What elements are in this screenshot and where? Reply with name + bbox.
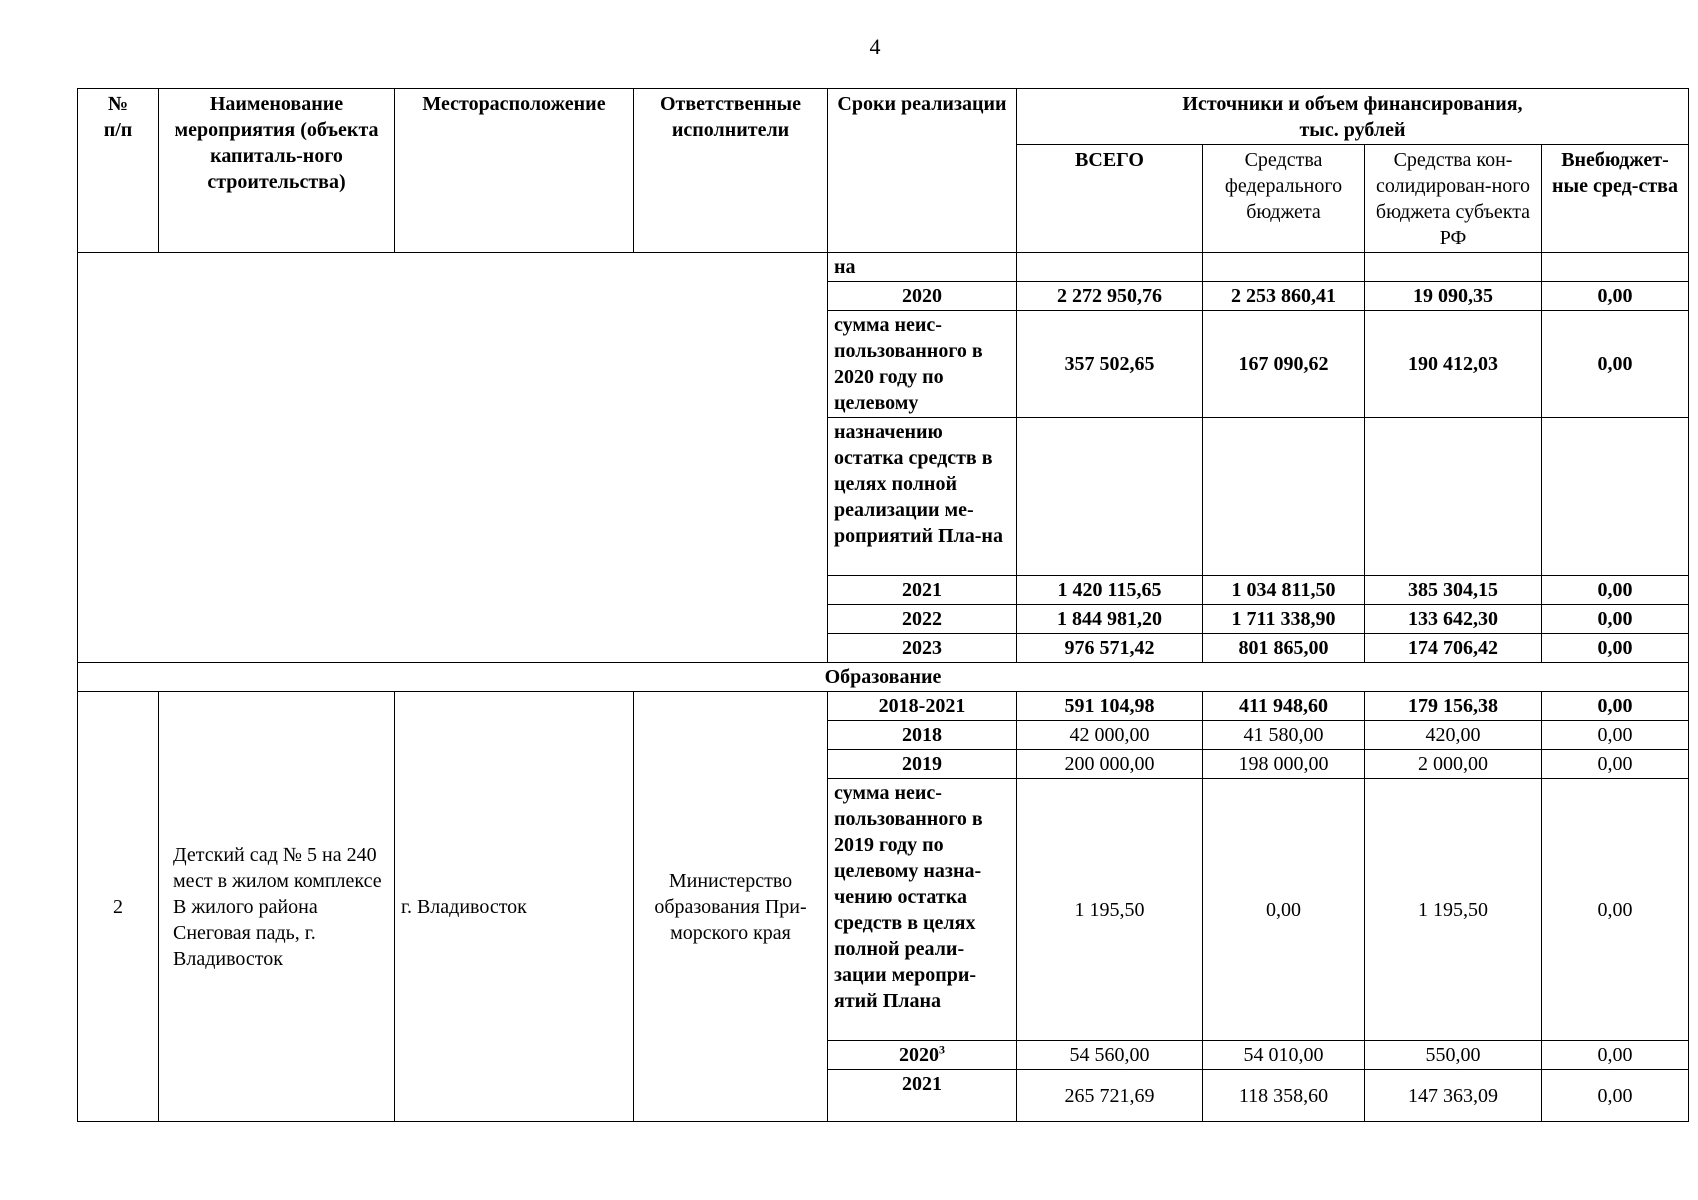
total-cell: 1 420 115,65 — [1017, 576, 1203, 605]
consolidated-cell: 174 706,42 — [1365, 634, 1542, 663]
consolidated-cell: 420,00 — [1365, 721, 1542, 750]
term-cell: 2018 — [828, 721, 1017, 750]
consolidated-cell — [1365, 418, 1542, 576]
total-cell: 265 721,69 — [1017, 1070, 1203, 1122]
federal-cell: 167 090,62 — [1203, 311, 1365, 418]
extra-cell: 0,00 — [1542, 750, 1689, 779]
federal-cell — [1203, 253, 1365, 282]
total-cell: 54 560,00 — [1017, 1041, 1203, 1070]
total-cell: 2 272 950,76 — [1017, 282, 1203, 311]
term-cell: 2022 — [828, 605, 1017, 634]
term-cell: сумма неис-пользованного в 2019 году по целевому назна-чению остатка средств в целях полной реали-зации меропри-ятий Плана — [828, 779, 1017, 1041]
item-location: г. Владивосток — [395, 692, 634, 1122]
extra-cell: 0,00 — [1542, 692, 1689, 721]
consolidated-cell: 133 642,30 — [1365, 605, 1542, 634]
financing-table — [77, 88, 1689, 1122]
extra-cell: 0,00 — [1542, 721, 1689, 750]
term-cell: 2021 — [828, 1070, 1017, 1122]
consolidated-cell: 190 412,03 — [1365, 311, 1542, 418]
term-cell: 2019 — [828, 750, 1017, 779]
term-cell — [828, 1041, 1017, 1070]
item-responsible: Министерство образования При-морского края — [634, 692, 828, 1122]
extra-cell: 0,00 — [1542, 282, 1689, 311]
extra-cell: 0,00 — [1542, 576, 1689, 605]
header-financing-title: Источники и объем финансирования, — [1182, 93, 1523, 115]
header-num: № п/п — [78, 89, 159, 253]
consolidated-cell: 147 363,09 — [1365, 1070, 1542, 1122]
header-total: ВСЕГО — [1017, 145, 1203, 253]
item-num: 2 — [78, 692, 159, 1122]
extra-cell: 0,00 — [1542, 605, 1689, 634]
consolidated-cell: 1 195,50 — [1365, 779, 1542, 1041]
federal-cell: 198 000,00 — [1203, 750, 1365, 779]
header-terms: Сроки реализации — [828, 89, 1017, 253]
term-cell: 2018-2021 — [828, 692, 1017, 721]
total-cell: 591 104,98 — [1017, 692, 1203, 721]
term-cell: назначению остатка средств в целях полной реализации ме-роприятий Пла-на — [828, 418, 1017, 576]
extra-cell: 0,00 — [1542, 779, 1689, 1041]
header-extrabudget: Внебюджет-ные сред-ства — [1542, 145, 1689, 253]
term-text: 2020 — [899, 1044, 939, 1066]
federal-cell: 2 253 860,41 — [1203, 282, 1365, 311]
federal-cell — [1203, 418, 1365, 576]
header-consolidated: Средства кон-солидирован-ного бюджета субъекта РФ — [1365, 145, 1542, 253]
extra-cell — [1542, 253, 1689, 282]
extra-cell: 0,00 — [1542, 634, 1689, 663]
header-federal: Средства федерального бюджета — [1203, 145, 1365, 253]
federal-cell: 1 034 811,50 — [1203, 576, 1365, 605]
federal-cell: 54 010,00 — [1203, 1041, 1365, 1070]
total-cell: 1 195,50 — [1017, 779, 1203, 1041]
section-title: Образование — [78, 663, 1689, 692]
total-cell: 42 000,00 — [1017, 721, 1203, 750]
item-name: Детский сад № 5 на 240 мест в жилом комплексе В жилого района Снеговая падь, г. Владивосток — [159, 692, 395, 1122]
header-name: Наименование мероприятия (объекта капиталь-ного строительства) — [159, 89, 395, 253]
extra-cell: 0,00 — [1542, 311, 1689, 418]
term-cell: 2023 — [828, 634, 1017, 663]
extra-cell: 0,00 — [1542, 1070, 1689, 1122]
total-cell — [1017, 418, 1203, 576]
extra-cell — [1542, 418, 1689, 576]
total-cell: 357 502,65 — [1017, 311, 1203, 418]
total-cell — [1017, 253, 1203, 282]
total-cell: 976 571,42 — [1017, 634, 1203, 663]
term-cell: на — [828, 253, 1017, 282]
federal-cell: 41 580,00 — [1203, 721, 1365, 750]
federal-cell: 118 358,60 — [1203, 1070, 1365, 1122]
federal-cell: 801 865,00 — [1203, 634, 1365, 663]
page-number: 4 — [869, 34, 881, 59]
extra-cell: 0,00 — [1542, 1041, 1689, 1070]
term-cell: 2020 — [828, 282, 1017, 311]
header-responsible: Ответственные исполнители — [634, 89, 828, 253]
consolidated-cell: 385 304,15 — [1365, 576, 1542, 605]
federal-cell: 411 948,60 — [1203, 692, 1365, 721]
continuation-blank — [78, 253, 828, 663]
term-cell: сумма неис-пользованного в 2020 году по целевому — [828, 311, 1017, 418]
consolidated-cell: 550,00 — [1365, 1041, 1542, 1070]
term-cell: 2021 — [828, 576, 1017, 605]
header-financing-unit: тыс. рублей — [1299, 119, 1406, 141]
consolidated-cell: 2 000,00 — [1365, 750, 1542, 779]
consolidated-cell: 19 090,35 — [1365, 282, 1542, 311]
federal-cell: 0,00 — [1203, 779, 1365, 1041]
consolidated-cell — [1365, 253, 1542, 282]
consolidated-cell: 179 156,38 — [1365, 692, 1542, 721]
header-location: Месторасположение — [395, 89, 634, 253]
total-cell: 200 000,00 — [1017, 750, 1203, 779]
federal-cell: 1 711 338,90 — [1203, 605, 1365, 634]
header-financing — [1017, 89, 1689, 145]
total-cell: 1 844 981,20 — [1017, 605, 1203, 634]
footnote-marker: 3 — [939, 1042, 945, 1057]
